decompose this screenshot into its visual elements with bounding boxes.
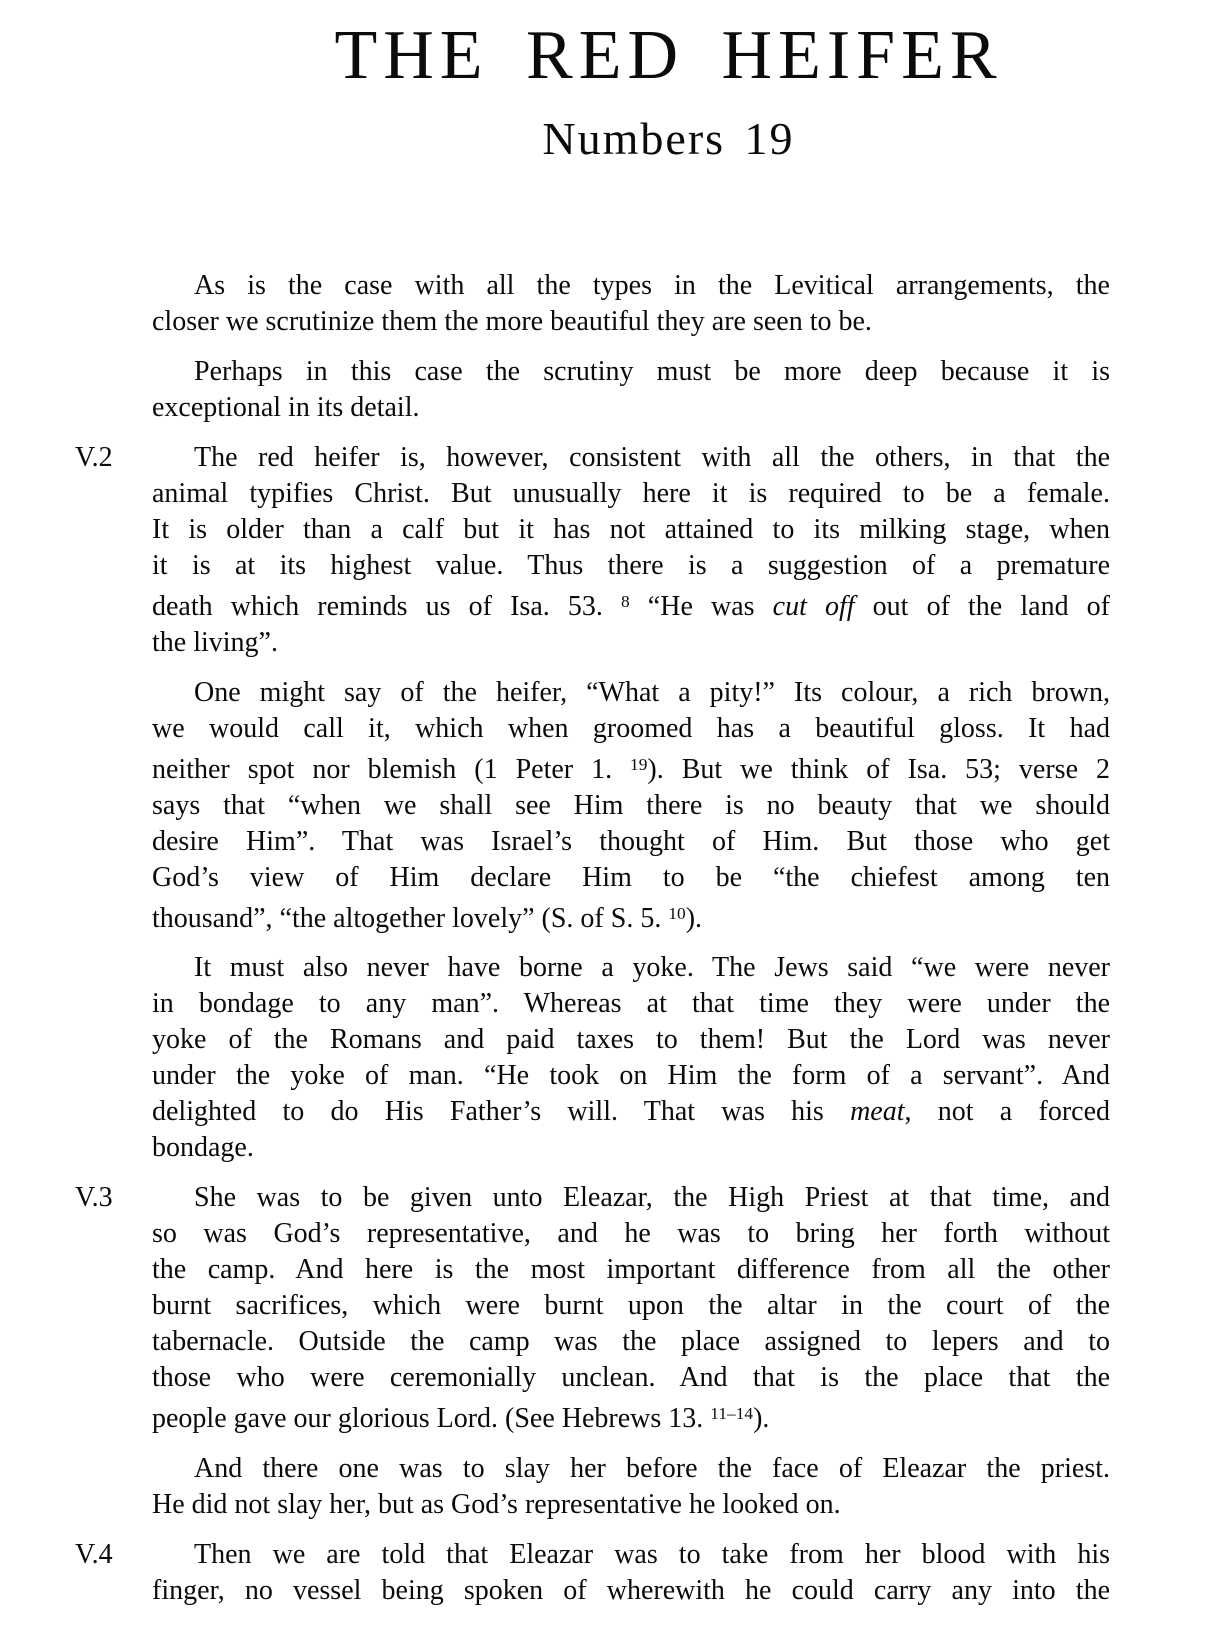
text-line <box>152 860 1110 896</box>
verse-marker: V.2 <box>75 442 113 473</box>
text-segment: ). <box>685 902 703 934</box>
text-segment: One might say of the heifer, “What a pity!” Its colour, a rich brown, <box>194 676 1110 708</box>
text-line <box>152 1058 1110 1094</box>
text-segment: out of the land of <box>854 590 1111 622</box>
text-segment: people gave our glorious Lord. (See Hebrews 13. <box>152 1403 711 1435</box>
text-segment: ). <box>753 1403 770 1435</box>
text-line <box>152 1022 1110 1058</box>
text-segment: death which reminds us of Isa. 53. <box>152 590 621 622</box>
verse-marker: V.4 <box>75 1539 113 1571</box>
text-segment: Then we are told that Eleazar was to take from her blood with his <box>194 1539 1110 1571</box>
text-segment: , not a forced <box>904 1096 1110 1128</box>
verse-reference-superscript: 8 <box>621 592 630 611</box>
text-line <box>152 788 1110 824</box>
text-segment: exceptional in its detail. <box>152 392 420 423</box>
text-segment: neither spot nor blemish (1 Peter 1. <box>152 753 631 785</box>
text-line <box>152 747 1110 788</box>
text-segment: those who were ceremonially unclean. And that is the place that the <box>152 1362 1110 1394</box>
text-line <box>152 896 1110 937</box>
text-line <box>152 584 1110 625</box>
text-segment: God’s view of Him declare Him to be “the chiefest among ten <box>152 861 1110 893</box>
text-segment: we would call it, which when groomed has a beautiful gloss. It had <box>152 712 1110 744</box>
text-segment: the living”. <box>152 626 278 658</box>
text-segment: tabernacle. Outside the camp was the place assigned to lepers and to <box>152 1326 1110 1358</box>
text-segment: finger, no vessel being spoken of wherewith he could carry any into the <box>152 1575 1110 1607</box>
text-line <box>152 476 1110 512</box>
text-line <box>152 1288 1110 1324</box>
text-line <box>152 625 1110 661</box>
text-line <box>152 1360 1110 1396</box>
text-line <box>152 1573 1110 1609</box>
text-line <box>152 950 1110 986</box>
paragraph <box>75 1537 1110 1609</box>
text-segment: yoke of the Romans and paid taxes to them! But the Lord was never <box>152 1024 1110 1056</box>
paragraph <box>152 1451 1110 1523</box>
text-segment: thousand”, “the altogether lovely” (S. of S. 5. <box>152 902 669 934</box>
verse-reference-superscript: 11–14 <box>710 1404 754 1424</box>
text-segment: She was to be given unto Eleazar, the High Priest at that time, and <box>194 1182 1110 1214</box>
paragraph <box>152 268 1110 340</box>
paragraph <box>152 950 1110 1166</box>
emphasized-text: meat <box>850 1096 905 1128</box>
text-line <box>152 1537 1110 1573</box>
paragraph <box>152 354 1110 426</box>
text-segment: bondage. <box>152 1132 254 1164</box>
text-segment: The red heifer is, however, consistent with all the others, in that the <box>194 442 1110 473</box>
text-segment: Perhaps in this case the scrutiny must be more deep because it is <box>194 356 1110 387</box>
text-line <box>152 268 1110 304</box>
text-line <box>152 675 1110 711</box>
text-line <box>152 1252 1110 1288</box>
text-line <box>152 711 1110 747</box>
text-segment: As is the case with all the types in the Levitical arrangements, the <box>194 270 1110 301</box>
text-segment: so was God’s representative, and he was to bring her forth without <box>152 1218 1110 1250</box>
text-line <box>152 548 1110 584</box>
text-line <box>152 1094 1110 1130</box>
text-line <box>152 1487 1110 1523</box>
text-segment: closer we scrutinize them the more beautiful they are seen to be. <box>152 306 872 337</box>
page-title: THE RED HEIFER <box>334 17 1003 94</box>
text-line <box>152 1451 1110 1487</box>
text-segment: It must also never have borne a yoke. The Jews said “we were never <box>194 952 1110 984</box>
text-line <box>152 440 1110 476</box>
text-line <box>152 824 1110 860</box>
text-segment: in bondage to any man”. Whereas at that time they were under the <box>152 988 1110 1020</box>
text-segment: “He was <box>629 590 773 622</box>
paragraph <box>75 440 1111 661</box>
text-segment: animal typifies Christ. But unusually here it is required to be a female. <box>152 478 1110 509</box>
verse-reference-superscript: 10 <box>668 903 686 923</box>
text-segment: burnt sacrifices, which were burnt upon the altar in the court of the <box>152 1290 1110 1322</box>
text-segment: And there one was to slay her before the face of Eleazar the priest. <box>194 1453 1110 1485</box>
text-line <box>152 1130 1110 1166</box>
text-segment: the camp. And here is the most important difference from all the other <box>152 1254 1110 1286</box>
paragraph <box>75 1180 1110 1437</box>
text-segment: It is older than a calf but it has not attained to its milking stage, when <box>152 514 1110 545</box>
text-line <box>152 1180 1110 1216</box>
text-segment: delighted to do His Father’s will. That was his <box>152 1096 851 1128</box>
document-body <box>75 268 1111 1609</box>
text-segment: under the yoke of man. “He took on Him the form of a servant”. And <box>152 1060 1110 1092</box>
text-segment: He did not slay her, but as God’s representative he looked on. <box>152 1489 841 1521</box>
document-header <box>0 17 1232 164</box>
text-line <box>152 390 1110 426</box>
text-line <box>152 1324 1110 1360</box>
text-segment: ). But we think of Isa. 53; verse 2 <box>647 753 1110 785</box>
emphasized-text: cut off <box>772 590 855 622</box>
text-line <box>152 512 1110 548</box>
page-subtitle: Numbers 19 <box>542 113 795 164</box>
text-line <box>152 354 1110 390</box>
text-segment: desire Him”. That was Israel’s thought of Him. But those who get <box>152 825 1110 857</box>
text-line <box>152 1396 1110 1437</box>
verse-marker: V.3 <box>75 1182 113 1214</box>
paragraph <box>152 675 1110 937</box>
text-line <box>152 304 1110 340</box>
verse-reference-superscript: 19 <box>630 754 648 774</box>
text-line <box>152 986 1110 1022</box>
text-segment: it is at its highest value. Thus there is a suggestion of a premature <box>152 550 1110 581</box>
text-segment: says that “when we shall see Him there is no beauty that we should <box>152 789 1110 821</box>
text-line <box>152 1216 1110 1252</box>
